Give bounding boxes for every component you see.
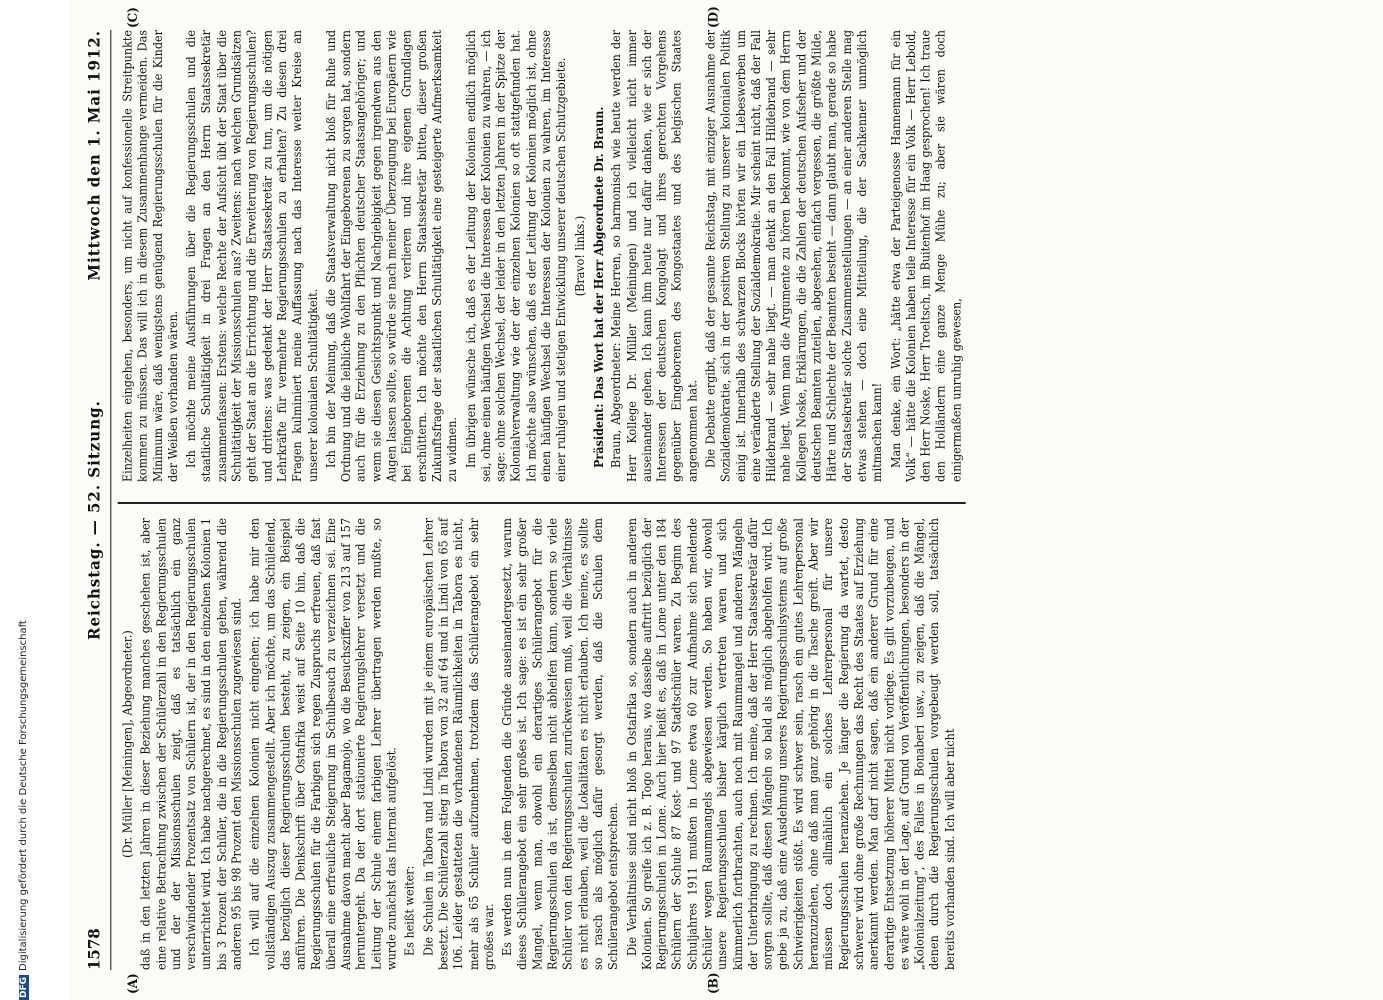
paragraph: Die Debatte ergibt, daß der gesamte Reichstag, mit einziger Ausnahme der Sozialdemokratie, sich in der positiven Stellung zu unserer kolonialen Politik einig ist. Innerhalb des schwarzen Blocks hörten wir ein Liebeswerben um eine veränderte Stellung der Sozialdemokratie. Mir scheint nicht, daß der Fall Hildebrand — sehr nahe liegt. — man denkt an den Fall Hildebrand — sehr nahe liegt. Wenn man die Argumente zu hören bekommt, wie von dem Herrn Kollegen Noske, Erklärungen, die die Zahlen der deutschen Aufseher und der deutschen Beamten zuteilen, abgesehen, einfach vergessen, die größte Milde, Härte und Schlechte der Beamten besteht — dann glaubt man, gerade so habe der Staatsekretär solche Zusammenstellungen — an einer anderen Stelle mag etwas stehen — doch eine Mitteilung, die der Sachkenner unmöglich mitmachen kann!: [703, 30, 885, 482]
paragraph: Es werden nun in dem Folgenden die Gründe auseinandergesetzt, warum dieses Schülerangebot ein sehr großes ist. Ich sage: es ist ein sehr großer Mangel, wenn man, obwohl ein derartiges Schülerangebot für die Regierungsschulen da ist, demselben nicht abhelfen kann, sondern so viele Schüler von den Regierungsschulen zurückweisen muß, weil die Verhältnisse es nicht erlauben, weil die Lokalitäten es nicht erlauben. Ich meine, es sollte so rasch als möglich dafür gesorgt werden, daß die Schulen dem Schülerangebot entsprechen.: [500, 518, 621, 970]
page-number: 1578: [84, 928, 104, 970]
quote-paragraph: Die Schulen in Tabora und Lindi wurden mit je einem europäischen Lehrer besetzt. Die Schülerzahl stieg in Tabora von 32 auf 64 und in Lindi von 65 auf 106. Leider gestatteten die vorhandenen Räumlichkeiten in Tabora es nicht, mehr als 65 Schüler aufzunehmen, trotzdem das Schülerangebot ein sehr großes war.: [421, 518, 496, 970]
margin-mark-a: (A): [125, 973, 140, 994]
column-divider: [118, 503, 966, 505]
document-page: [70, 0, 1383, 1000]
footer-credit: [6, 0, 29, 1000]
paragraph: Es heißt weiter:: [403, 865, 417, 956]
president-line: Präsident: Das Wort hat der Herr Abgeordnete Dr. Braun.: [591, 106, 607, 468]
paragraph: Ich bin der Meinung, daß die Staatsverwaltung nicht bloß für Ruhe und Ordnung und die leibliche Wohlfahrt der Eingeborenen zu sorgen hat, sondern auch für die Erziehung zu den Pflichten deutscher Staatsangehöriger; und wenn sie diesen Gesichtspunkt und Nachgiebigkeit gegen irgendwen aus den Augen lassen sollte, so würde sie nach meiner Überzeugung bei Europäern wie bei Eingeborenen die Achtung verlieren und ihre eigenen Grundlagen erschüttern. Ich möchte den Herrn Staatssekretär bitten, dieser großen Zukunftsfrage der staatlichen Schultätigkeit eine gesteigerte Aufmerksamkeit zu widmen.: [324, 30, 460, 482]
margin-mark-d: (D): [705, 6, 721, 28]
paragraph: daß in den letzten Jahren in dieser Beziehung manches geschehen ist, aber eine relative Betrachtung zwischen der Schülerzahl in den Regierungsschulen und der der Missionsschulen zeigt, daß es tatsächlich ein ganz verschwindender Prozentsatz von Schülern ist, der in den Regierungsschulen unterrichtet wird. Ich habe nachgerechnet, es sind in den einzelnen Kolonien 1 bis 3 Prozent der Schüler, die in die Regierungsschulen gehen, während die anderen 95 bis 98 Prozent den Missionsschulen zugewiesen sind.: [139, 518, 244, 970]
paragraph: Braun, Abgeordneter: Meine Herren, so harmonisch wie heute werden der Herr Kollege Dr. Müller (Meiningen) und ich vielleicht nicht immer auseinander gehen. Ich kann ihm heute nur dafür danken, wie er sich der Interessen der deutschen Kongolagt und ihres gerechten Vorgehens gegenüber Eingeborenen des Kongostaates und des belgischen Staates angenommen hat.: [609, 30, 700, 482]
paragraph: Die Verhältnisse sind nicht bloß in Ostafrika so, sondern auch in anderen Kolonien. So greife ich z. B. Togo heraus, wo dasselbe auftritt bezüglich der Regierungsschulen in Lome. Auch hier heißt es, daß in Lome unter den 184 Schülern der Schule 87 Kost- und 97 Stadtschüler waren. Zu Beginn des Schuljahres 1911 mußten in Lome etwa 60 zur Aufnahme sich meldende Schüler wegen Raummangels abgewiesen werden. So haben wir, obwohl unsere Regierungsschulen bisher kärglich vertreten waren und sich kümmerlich fortbrachten, auch noch mit Raummangel und anderen Mängeln der Unterbringung zu rechnen. Ich meine, daß der Herr Staatssekretär dafür sorgen sollte, daß diesen Mängeln so bald als möglich abgeholfen wird. Ich gebe ja zu, daß eine Ausdehnung unseres Regierungsschulsystems auf große Schwierigkeiten stößt. Es wird schwer sein, rasch ein gutes Lehrerpersonal heranzuziehen, ohne daß man ganz gehörig in die Tasche greift. Aber wir müssen doch allmählich ein solches Lehrerpersonal für unsere Regierungsschulen heranziehen. Je länger die Regierung da wartet, desto schwerer wird ohne große Rechnungen das Recht des Staates auf Erziehung anerkannt werden. Man darf nicht sagen, daß ein anderer Grund für eine derartige Entsetzung höherer Mittel nicht vorliege. Es gilt vorzubeugen, und es wäre wohl in der Lage, auf Grund von Veröffentlichungen, besonders in der „Kolonialzeitung“, des Falles in Bonaberi usw., zu zeigen, daß die Mängel, denen durch die Regierungsschulen vorgebeugt werden soll, tatsächlich bereits vorhanden sind. Ich will aber nicht: [624, 518, 957, 970]
footer-text-wrap: [18, 620, 29, 1000]
applause-note: (Bravo! links.): [573, 215, 587, 297]
page-date: Mittwoch den 1. Mai 1912.: [84, 30, 104, 281]
speaker-line: (Dr. Müller [Meiningen], Abgeordneter.): [120, 630, 135, 858]
paragraph: Man denke, ein Wort: „hätte etwa der Parteigenosse Hannemann für ein Volk“ — hätte die Kolonien haben teile Interesse für ein Volk — Herr Lebold, den Herr Noske, Herr Troeltsch, im Buitenhof im Haag gesprochen! Ich traue den Holländern eine ganze Menge Mühe zu; aber sie wären doch einigermaßen unruhig gewesen,: [888, 30, 964, 482]
right-column: [121, 30, 968, 482]
margin-mark-b: (B): [705, 972, 721, 994]
page-header: [83, 30, 112, 970]
paragraph: Im übrigen wünsche ich, daß es der Leitung der Kolonien endlich möglich sei, ohne einen häufigen Wechsel die Interessen der Kolonien zu wahren, — ich sage: ohne solchen Wechsel, der leider in den letzten Jahren in der Spitze der Kolonialverwaltung wie der der einzelnen Kolonien so oft stattgefunden hat. Ich möchte also wünschen, daß es der Leitung der Kolonien möglich ist, ohne einen häufigen Wechsel die Interessen der Kolonien zu wahren, im Interesse einer ruhigen und stetigen Entwicklung unserer deutschen Schutzgebiete.: [463, 30, 569, 482]
paragraph: Ich will auf die einzelnen Kolonien nicht eingehen; ich habe mir den vollständigen Auszug zusammengestellt. Aber ich möchte, um das Schülelend, das bezüglich dieser Regierungsschulen besteht, zu zeigen, ein Beispiel anführen. Die Denkschrift über Ostafrika weist auf Seite 10 hin, daß die Regierungsschulen für die Farbigen sich regen Zuspruchs erfreuen, daß fast überall eine erfreuliche Steigerung im Schulbesuch zu verzeichnen sei. Eine Ausnahme davon macht aber Bagamojo, wo die Besuchsziffer von 213 auf 157 heruntergeht. Da der dort stationierte Regierungslehrer versetzt und die Leitung der Schule einem farbigen Lehrer übertragen werden mußte, so wurde zunächst das Internat aufgelöst.: [248, 518, 399, 970]
paragraph: Ich möchte meine Ausführungen über die Regierungsschulen und die staatliche Schultätigkeit in drei Fragen an den Herrn Staatssekretär zusammenfassen: Erstens: welche Rechte der Aufsicht übt der Staat über die Schultätigkeit der Missionsschulen aus? Zweitens: nach welchen Grundsätzen geht der Staat an die Errichtung und die Erweiterung von Regierungsschulen? und drittens: was gedenkt der Herr Staatssekretär zu tun, um die nötigen Lehrkräfte für vermehrte Regierungsschulen zu erhalten? Zu diesen drei Fragen kulminiert meine Auffassung nach das Interesse weiter Kreise an unserer kolonialen Schultätigkeit.: [184, 30, 320, 482]
margin-mark-c: (C): [125, 7, 140, 28]
dfg-logo: DFG: [19, 976, 29, 998]
paragraph: Einzelheiten eingehen, besonders, um nicht auf konfessionelle Streitpunkte kommen zu müssen. Das will ich in diesem Zusammenhange vermeiden. Das Minimum wäre, daß wenigstens genügend Regierungsschulen für die Kinder der Weißen vorhanden wären.: [120, 30, 181, 482]
footer-credit-text: Digitalisierung gefördert durch die Deutsche Forschungsgemeinschaft: [18, 620, 29, 971]
scanned-page: [70, 0, 1383, 1000]
left-column: [121, 518, 962, 970]
page-title: Reichstag. — 52. Sitzung.: [84, 400, 104, 640]
